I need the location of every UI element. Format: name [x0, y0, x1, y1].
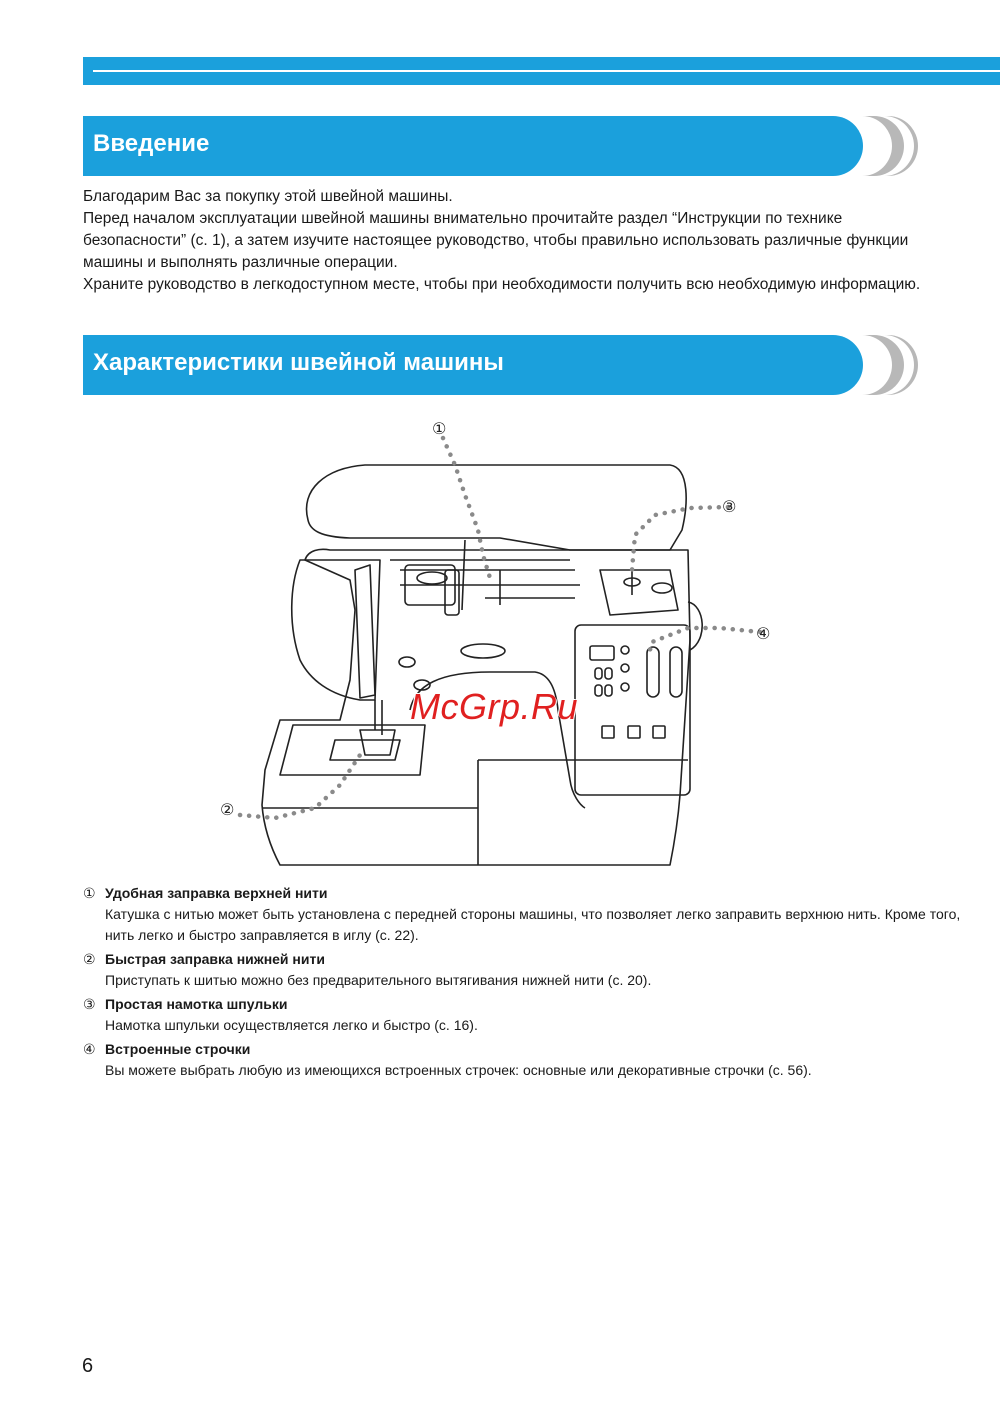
feature-number: ① — [83, 885, 96, 901]
feature-text: Вы можете выбрать любую из имеющихся встроенных строчек: основные или декоративные строчки (с. 56). — [105, 1062, 812, 1078]
section-header-intro — [83, 116, 863, 176]
section-title-features: Характеристики швейной машины — [93, 349, 504, 376]
list-item — [83, 994, 963, 1036]
feature-title: Быстрая заправка нижней нити — [105, 951, 325, 967]
feature-title: Встроенные строчки — [105, 1041, 251, 1057]
callout-3: ③ — [722, 497, 737, 516]
chevron-ribbon-icon — [862, 116, 918, 176]
callout-4: ④ — [756, 624, 771, 643]
feature-text: Приступать к шитью можно без предварительного вытягивания нижней нити (с. 20). — [105, 972, 652, 988]
feature-title: Простая намотка шпульки — [105, 996, 288, 1012]
feature-number: ② — [83, 951, 96, 967]
top-accent-band — [83, 57, 1000, 85]
feature-number: ④ — [83, 1041, 96, 1057]
feature-text: Намотка шпульки осуществляется легко и быстро (с. 16). — [105, 1017, 478, 1033]
chevron-ribbon-icon — [862, 335, 918, 395]
list-item — [83, 883, 963, 946]
callout-2: ② — [220, 800, 235, 819]
list-item — [83, 1039, 963, 1081]
sewing-machine-illustration — [200, 410, 800, 880]
section-title-intro: Введение — [93, 130, 210, 157]
feature-list — [83, 883, 963, 1084]
section-header-features — [83, 335, 863, 395]
list-item — [83, 949, 963, 991]
feature-title: Удобная заправка верхней нити — [105, 885, 328, 901]
intro-paragraph: Перед началом эксплуатации швейной машины внимательно прочитайте раздел “Инструкции по технике безопасности” (с. 1), а затем изучите настоящее руководство, чтобы правильно использовать различные функции машины и выполнять различные операции. — [83, 210, 909, 271]
intro-paragraph: Храните руководство в легкодоступном месте, чтобы при необходимости получить всю необходимую информацию. — [83, 276, 921, 293]
feature-text: Катушка с нитью может быть установлена с передней стороны машины, что позволяет легко заправить верхнюю нить. Кроме того, нить легко и быстро заправляется в иглу (с. 22). — [105, 906, 961, 943]
page-number: 6 — [82, 1355, 94, 1377]
callout-1: ① — [432, 419, 447, 438]
intro-paragraph: Благодарим Вас за покупку этой швейной машины. — [83, 188, 453, 205]
watermark: McGrp.Ru — [410, 686, 579, 727]
lid-shape — [307, 465, 687, 550]
feature-number: ③ — [83, 996, 96, 1012]
intro-text — [83, 186, 943, 296]
